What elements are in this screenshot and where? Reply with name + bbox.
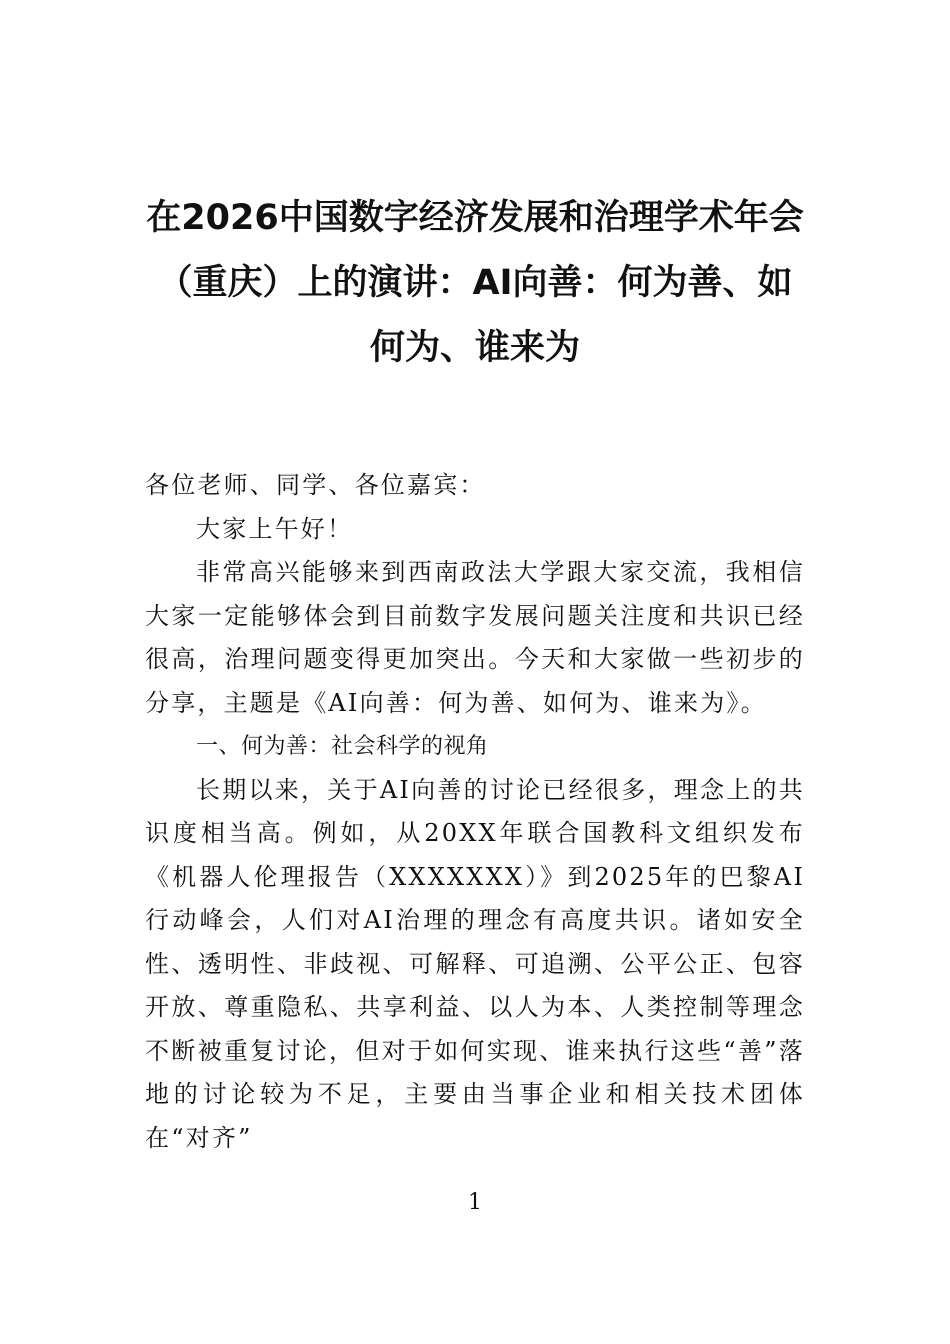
document-title: 在2026中国数字经济发展和治理学术年会（重庆）上的演讲：AI向善：何为善、如何为、谁来为 <box>146 198 804 368</box>
salutation: 各位老师、同学、各位嘉宾： <box>145 471 486 499</box>
section-heading: 一、何为善：社会科学的视角 <box>196 734 489 759</box>
document-body <box>145 464 805 1160</box>
paragraph: 非常高兴能够来到西南政法大学跟大家交流，我相信大家一定能够体会到目前数字发展问题关注度和共识已经很高，治理问题变得更加突出。今天和大家做一些初步的分享，主题是《AI向善：何为善、如何为、谁来为》。 <box>145 558 805 717</box>
page-number: 1 <box>468 1190 482 1215</box>
section-paragraph: 长期以来，关于AI向善的讨论已经很多，理念上的共识度相当高。例如，从20XX年联合国教科文组织发布《机器人伦理报告（XXXXXXX）》到2025年的巴黎AI行动峰会，人们对AI治理的理念有高度共识。诸如安全性、透明性、非歧视、可解释、可追溯、公平公正、包容开放、尊重隐私、共享利益、以人为本、人类控制等理念不断被重复讨论，但对于如何实现、谁来执行这些“善”落地的讨论较为不足，主要由当事企业和相关技术团体在“对齐” <box>145 775 805 1152</box>
greeting: 大家上午好！ <box>196 514 354 543</box>
